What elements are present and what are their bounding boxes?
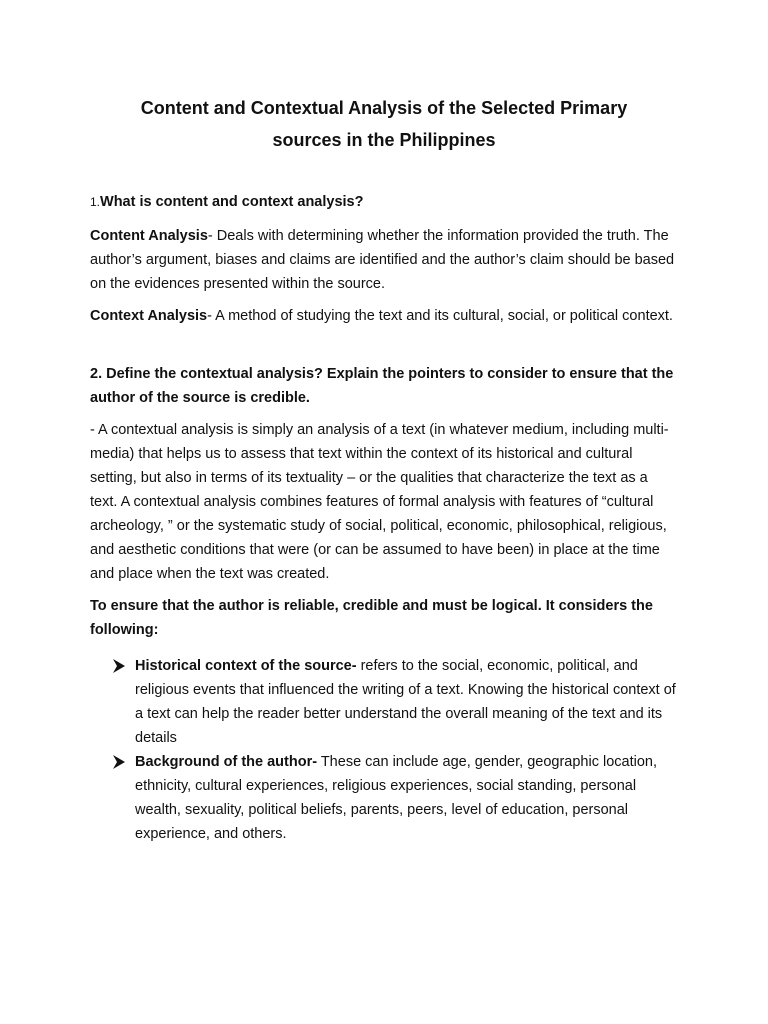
arrowhead-bullet-icon bbox=[112, 659, 126, 673]
context-analysis-definition: - A method of studying the text and its cultural, social, or political context. bbox=[207, 308, 673, 324]
question-1 bbox=[90, 190, 678, 214]
ensure-heading: To ensure that the author is reliable, credible and must be logical. It considers the following: bbox=[90, 598, 653, 638]
considerations-list bbox=[90, 654, 678, 846]
arrowhead-bullet-icon bbox=[112, 755, 126, 769]
question-1-number: 1. bbox=[90, 195, 101, 209]
contextual-analysis-answer: - A contextual analysis is simply an analysis of a text (in whatever medium, including multi-media) that helps us to assess that text within the context of its historical and cultural setting, but also in terms of its textuality – or the qualities that characterize the text as a text. A contextual analysis combines features of formal analysis with features of “cultural archeology, ” or the systematic study of social, political, economic, philosophical, religious, and aesthetic conditions that were (or can be assumed to have been) in place at the time and place when the text was created. bbox=[90, 422, 669, 582]
question-2: 2. Define the contextual analysis? Explain the pointers to consider to ensure that the author of the source is credible. bbox=[90, 366, 674, 406]
content-analysis-definition: - Deals with determining whether the information provided the truth. The author’s argument, biases and claims are identified and the author’s claim should be based on the evidences presented within the source. bbox=[90, 228, 675, 292]
list-item bbox=[90, 654, 678, 750]
content-analysis-term: Content Analysis bbox=[90, 228, 208, 244]
content-analysis-paragraph bbox=[90, 224, 678, 296]
bullet-term: Background of the author- bbox=[135, 754, 318, 770]
bullet-text: These can include age, gender, geographic location, ethnicity, cultural experiences, religious experiences, social standing, personal wealth, sexuality, political beliefs, parents, peers, level of education, personal experience, and others. bbox=[135, 754, 657, 842]
bullet-text: refers to the social, economic, political, and religious events that influenced the writing of a text. Knowing the historical context of a text can help the reader better understand the overall meaning of the text and its details bbox=[135, 658, 676, 746]
list-item bbox=[90, 750, 678, 846]
document-page bbox=[90, 92, 678, 846]
bullet-term: Historical context of the source- bbox=[135, 658, 357, 674]
context-analysis-paragraph bbox=[90, 304, 678, 328]
title-line-2: sources in the Philippines bbox=[272, 130, 496, 150]
context-analysis-term: Context Analysis bbox=[90, 308, 208, 324]
title-line-1: Content and Contextual Analysis of the Selected Primary bbox=[140, 98, 628, 118]
question-1-text: What is content and context analysis? bbox=[100, 194, 364, 210]
document-title bbox=[80, 92, 688, 156]
